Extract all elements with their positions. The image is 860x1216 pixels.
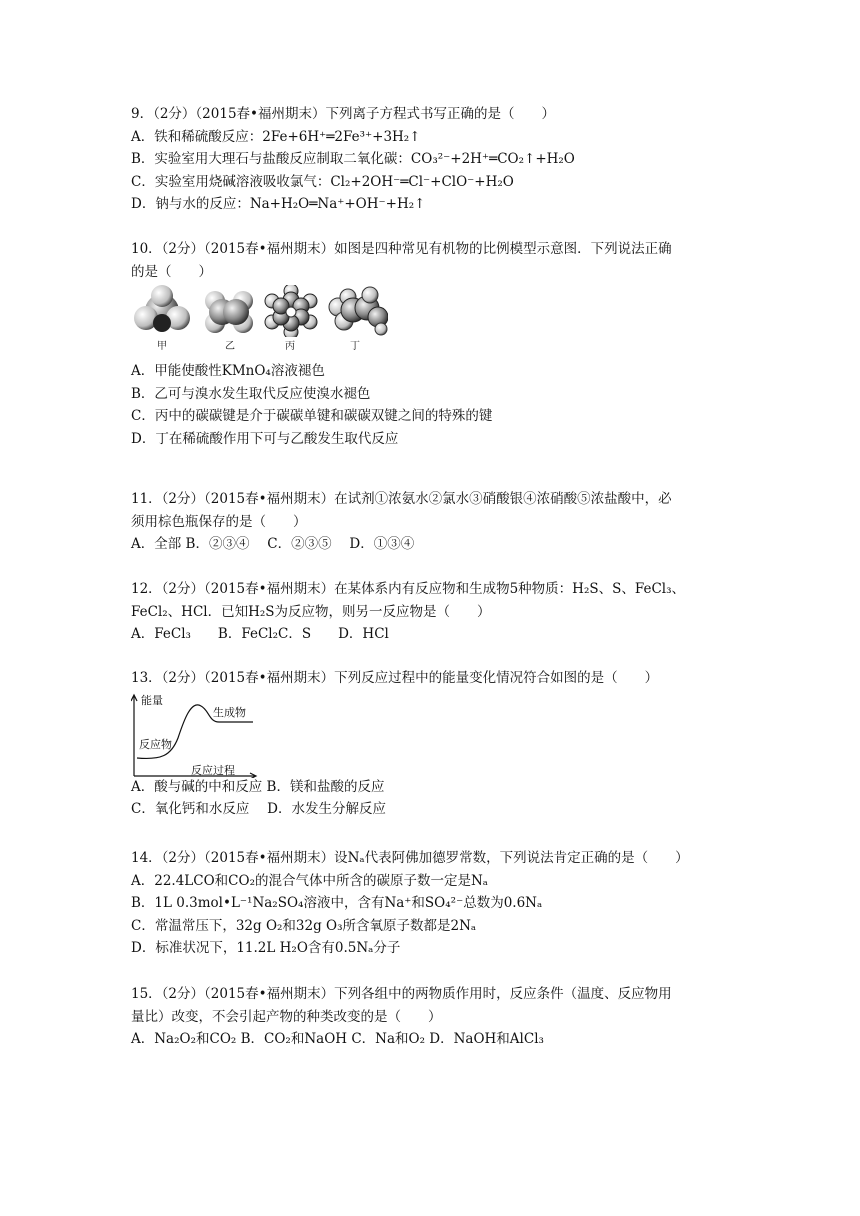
options-line: A．全部 B．②③④ C．②③⑤ D．①③④ (131, 536, 415, 552)
options-line: A．Na₂O₂和CO₂ B．CO₂和NaOH C．Na和O₂ D．NaOH和AlCl₃ (131, 1031, 544, 1047)
option-a: A．22.4LCO和CO₂的混合气体中所含的碳原子数一定是Nₐ (131, 872, 488, 889)
question-stem: 14．（2分）（2015春•福州期末）设Nₐ代表阿佛加德罗常数，下列说法肯定正确的是（ ） (131, 850, 689, 866)
option-b: B．实验室用大理石与盐酸反应制取二氧化碳：CO₃²⁻+2H⁺═CO₂↑+H₂O (131, 151, 575, 167)
options-line: A．FeCl₃ B．FeCl₂C．S D．HCl (131, 626, 389, 642)
question-stem: 13．（2分）（2015春•福州期末）下列反应过程中的能量变化情况符合如图的是（ ） (131, 670, 659, 686)
question-stem-cont: 须用棕色瓶保存的是（ ） (131, 513, 307, 530)
figure-label-jia: 甲 (157, 341, 167, 352)
options-line-1: A．酸与碱的中和反应 B．镁和盐酸的反应 (131, 778, 385, 795)
question-stem-cont: 量比）改变，不会引起产物的种类改变的是（ ） (131, 1008, 442, 1025)
ethanol-model-icon (326, 285, 388, 337)
question-stem-cont: FeCl₂、HCl．已知H₂S为反应物，则另一反应物是（ ） (131, 603, 491, 620)
question-stem: 15．（2分）（2015春•福州期末）下列各组中的两物质作用时，反应条件（温度、反应物用 (131, 986, 672, 1002)
option-d: D．丁在稀硫酸作用下可与乙酸发生取代反应 (131, 430, 399, 447)
methane-model-icon (131, 285, 193, 337)
figure-label-ding: 丁 (350, 341, 360, 352)
energy-diagram (131, 692, 261, 778)
option-a: A．甲能使酸性KMnO₄溶液褪色 (131, 363, 325, 379)
question-9 (131, 105, 731, 218)
question-10 (131, 240, 731, 452)
question-stem-cont: 的是（ ） (131, 263, 212, 280)
molecule-models-figure (131, 285, 731, 362)
option-d: D．标准状况下，11.2L H₂O含有0.5Nₐ分子 (131, 940, 401, 956)
option-c: C．常温常压下，32g O₂和32g O₃所含氧原子数都是2Nₐ (131, 917, 477, 934)
figure-label-yi: 乙 (225, 341, 235, 352)
question-stem: 9．（2分）（2015春•福州期末）下列离子方程式书写正确的是（ ） (131, 106, 555, 122)
question-12 (131, 580, 731, 648)
figure-label-bing: 丙 (285, 341, 295, 352)
question-11 (131, 490, 731, 558)
question-13 (131, 669, 731, 823)
ethylene-model-icon (201, 285, 257, 337)
option-c: C．实验室用烧碱溶液吸收氯气：Cl₂+2OH⁻═Cl⁻+ClO⁻+H₂O (131, 173, 514, 190)
graph-xlabel: 反应过程 (191, 763, 235, 777)
option-b: B．1L 0.3mol•L⁻¹Na₂SO₄溶液中，含有Na⁺和SO₄²⁻总数为0.6Nₐ (131, 895, 543, 911)
option-b: B．乙可与溴水发生取代反应使溴水褪色 (131, 385, 371, 402)
question-15 (131, 985, 731, 1053)
option-a: A．铁和稀硫酸反应：2Fe+6H⁺═2Fe³⁺+3H₂↑ (131, 128, 421, 145)
question-stem: 10．（2分）（2015春•福州期末）如图是四种常见有机物的比例模型示意图．下列说法正确 (131, 241, 672, 257)
option-c: C．丙中的碳碳键是介于碳碳单键和碳碳双键之间的特殊的键 (131, 408, 493, 424)
question-stem: 11．（2分）（2015春•福州期末）在试剂①浓氨水②氯水③硝酸银④浓硝酸⑤浓盐酸中，必 (131, 491, 672, 507)
option-d: D．钠与水的反应：Na+H₂O═Na⁺+OH⁻+H₂↑ (131, 196, 426, 212)
benzene-model-icon (261, 285, 321, 337)
options-line-2: C．氧化钙和水反应 D．水发生分解反应 (131, 801, 386, 817)
question-14 (131, 849, 731, 962)
graph-reactant-label: 反应物 (139, 737, 172, 751)
graph-ylabel: 能量 (141, 693, 163, 707)
graph-product-label: 生成物 (213, 705, 246, 719)
question-stem: 12．（2分）（2015春•福州期末）在某体系内有反应物和生成物5种物质：H₂S、S、FeCl₃、 (131, 581, 686, 597)
